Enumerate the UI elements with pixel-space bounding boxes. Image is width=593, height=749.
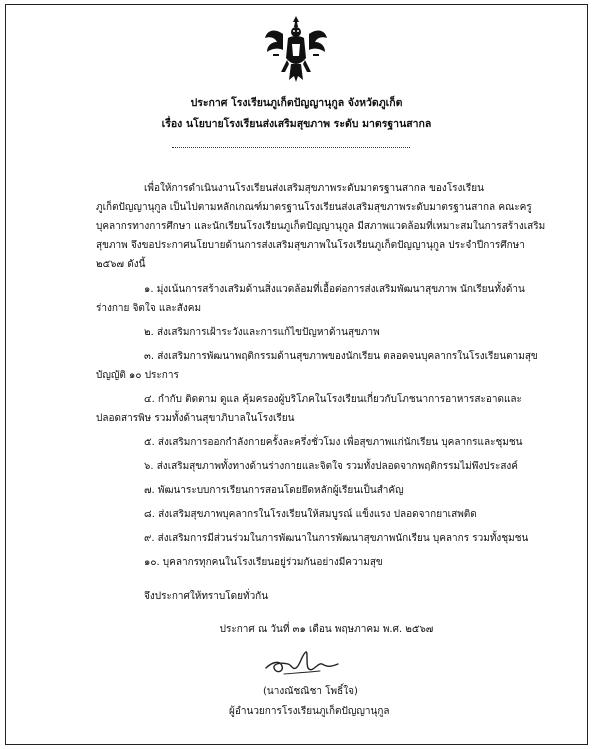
dotted-divider — [172, 147, 410, 148]
policy-item: ๑๐. บุคลากรทุกคนในโรงเรียนอยู่ร่วมกันอย่างมีความสุข — [144, 557, 383, 568]
intro-line: ๒๕๖๗ ดังนี้ — [96, 259, 146, 270]
handwritten-signature — [262, 640, 342, 680]
policy-item: ๒. ส่งเสริมการเฝ้าระวังและการแก้ไขปัญหาด้านสุขภาพ — [144, 327, 380, 338]
policy-item: ๖. ส่งเสริมสุขภาพทั้งทางด้านร่างกายและจิตใจ รวมทั้งปลอดจากพฤติกรรมไม่พึงประสงค์ — [144, 461, 518, 472]
intro-line: บุคลากรทางการศึกษา และนักเรียนโรงเรียนภูเก็ตปัญญานุกูล มีสภาพแวดล้อมที่เหมาะสมในการสร้างเสริม — [96, 221, 546, 232]
policy-item: ๑. มุ่งเน้นการสร้างเสริมด้านสิ่งแวดล้อมที่เอื้อต่อการส่งเสริมพัฒนาสุขภาพ นักเรียนทั้งด้าน — [144, 284, 525, 295]
policy-item: ๘. ส่งเสริมสุขภาพบุคลากรในโรงเรียนให้สมบูรณ์ แข็งแรง ปลอดจากยาเสพติด — [144, 509, 477, 520]
announcement-subject: เรื่อง นโยบายโรงเรียนส่งเสริมสุขภาพ ระดับ มาตรฐานสากล — [161, 118, 432, 130]
announcement-title: ประกาศ โรงเรียนภูเก็ตปัญญานุกูล จังหวัดภูเก็ต — [190, 97, 403, 109]
signer-name: (นางณัชณิชา โพธิ์ใจ) — [263, 686, 358, 697]
policy-item: ๓. ส่งเสริมการพัฒนาพฤติกรรมด้านสุขภาพของนักเรียน ตลอดจนบุคลากรในโรงเรียนตามสุข — [144, 351, 538, 362]
policy-item: ๗. พัฒนาระบบการเรียนการสอนโดยยึดหลักผู้เรียนเป็นสำคัญ — [144, 485, 404, 496]
policy-item-continuation: บัญญัติ ๑๐ ประการ — [96, 370, 179, 381]
policy-item-continuation: ปลอดสารพิษ รวมทั้งด้านสุขาภิบาลในโรงเรียน — [96, 413, 295, 424]
policy-item-continuation: ร่างกาย จิตใจ และสังคม — [96, 303, 202, 314]
intro-line: สุขภาพ จึงขอประกาศนโยบายด้านการส่งเสริมสุขภาพในโรงเรียนภูเก็ตปัญญานุกูล ประจำปีการศึกษา — [96, 240, 525, 251]
intro-line: ภูเก็ตปัญญานุกูล เป็นไปตามหลักเกณฑ์มาตรฐานโรงเรียนส่งเสริมสุขภาพระดับมาตรฐานสากล คณะครู — [96, 202, 532, 213]
policy-item: ๔. กำกับ ติดตาม ดูแล คุ้มครองผู้บริโภคในโรงเรียนเกี่ยวกับโภชนาการอาหารสะอาดและ — [144, 394, 522, 405]
date-line: ประกาศ ณ วันที่ ๓๑ เดือน พฤษภาคม พ.ศ. ๒๕๖๗ — [219, 624, 434, 635]
intro-line: เพื่อให้การดำเนินงานโรงเรียนส่งเสริมสุขภาพระดับมาตรฐานสากล ของโรงเรียน — [144, 183, 484, 194]
policy-item: ๙. ส่งเสริมการมีส่วนร่วมในการพัฒนาในการพัฒนาสุขภาพนักเรียน บุคลากร รวมทั้งชุมชน — [144, 533, 529, 544]
policy-item: ๕. ส่งเสริมการออกกำลังกายครั้งละครึ่งชั่วโมง เพื่อสุขภาพแก่นักเรียน บุคลากรและชุมชน — [144, 437, 523, 448]
garuda-emblem-icon — [263, 14, 329, 84]
closing-statement: จึงประกาศให้ทราบโดยทั่วกัน — [144, 591, 269, 602]
signer-position: ผู้อำนวยการโรงเรียนภูเก็ตปัญญานุกูล — [229, 706, 390, 717]
